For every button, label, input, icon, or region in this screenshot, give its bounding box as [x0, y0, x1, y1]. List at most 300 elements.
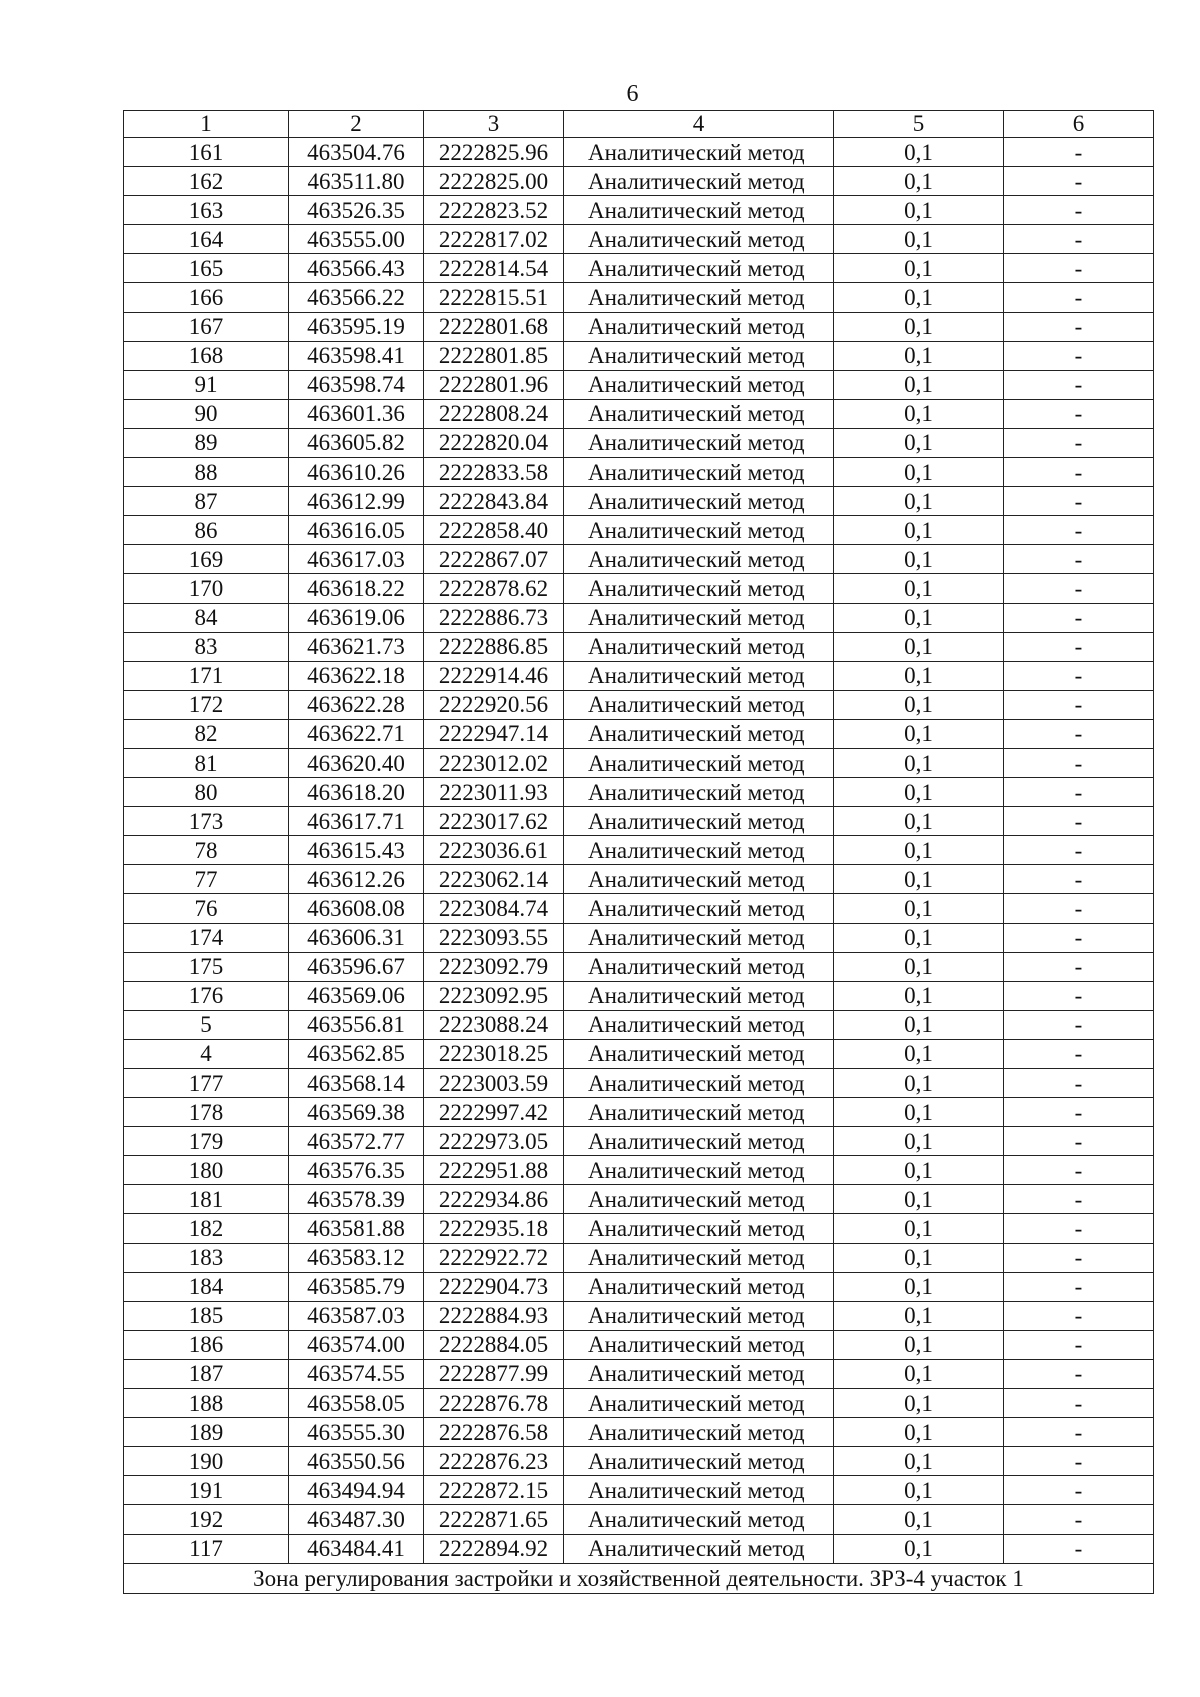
accuracy-cell: 0,1 — [834, 458, 1004, 487]
description-cell: - — [1004, 603, 1154, 632]
x-coordinate-cell: 463618.20 — [289, 778, 424, 807]
point-number-cell: 183 — [124, 1243, 289, 1272]
point-number-cell: 89 — [124, 428, 289, 457]
point-number-cell: 88 — [124, 458, 289, 487]
method-cell: Аналитический метод — [564, 1243, 834, 1272]
description-cell: - — [1004, 807, 1154, 836]
y-coordinate-cell: 2222872.15 — [424, 1476, 564, 1505]
table-row — [124, 778, 1154, 807]
point-number-cell: 170 — [124, 574, 289, 603]
point-number-cell: 176 — [124, 981, 289, 1010]
description-cell: - — [1004, 167, 1154, 196]
method-cell: Аналитический метод — [564, 1301, 834, 1330]
y-coordinate-cell: 2222820.04 — [424, 428, 564, 457]
method-cell: Аналитический метод — [564, 1185, 834, 1214]
accuracy-cell: 0,1 — [834, 1243, 1004, 1272]
description-cell: - — [1004, 1098, 1154, 1127]
table-row — [124, 1127, 1154, 1156]
accuracy-cell: 0,1 — [834, 923, 1004, 952]
x-coordinate-cell: 463526.35 — [289, 196, 424, 225]
table-row — [124, 1359, 1154, 1388]
method-cell: Аналитический метод — [564, 1156, 834, 1185]
x-coordinate-cell: 463556.81 — [289, 1010, 424, 1039]
table-row — [124, 1098, 1154, 1127]
table-row — [124, 894, 1154, 923]
x-coordinate-cell: 463576.35 — [289, 1156, 424, 1185]
table-row — [124, 458, 1154, 487]
point-number-cell: 167 — [124, 312, 289, 341]
description-cell: - — [1004, 690, 1154, 719]
accuracy-cell: 0,1 — [834, 399, 1004, 428]
accuracy-cell: 0,1 — [834, 778, 1004, 807]
point-number-cell: 87 — [124, 487, 289, 516]
table-row — [124, 1301, 1154, 1330]
point-number-cell: 80 — [124, 778, 289, 807]
header-cell-point-number: 1 — [124, 111, 289, 138]
y-coordinate-cell: 2222825.00 — [424, 167, 564, 196]
method-cell: Аналитический метод — [564, 545, 834, 574]
accuracy-cell: 0,1 — [834, 1301, 1004, 1330]
table-row — [124, 312, 1154, 341]
y-coordinate-cell: 2222833.58 — [424, 458, 564, 487]
x-coordinate-cell: 463616.05 — [289, 516, 424, 545]
y-coordinate-cell: 2223003.59 — [424, 1069, 564, 1098]
header-cell-accuracy: 5 — [834, 111, 1004, 138]
x-coordinate-cell: 463494.94 — [289, 1476, 424, 1505]
description-cell: - — [1004, 1156, 1154, 1185]
table-body — [124, 111, 1154, 1594]
y-coordinate-cell: 2222951.88 — [424, 1156, 564, 1185]
method-cell: Аналитический метод — [564, 487, 834, 516]
table-row — [124, 836, 1154, 865]
point-number-cell: 77 — [124, 865, 289, 894]
x-coordinate-cell: 463622.71 — [289, 719, 424, 748]
x-coordinate-cell: 463587.03 — [289, 1301, 424, 1330]
y-coordinate-cell: 2222894.92 — [424, 1534, 564, 1563]
method-cell: Аналитический метод — [564, 1039, 834, 1068]
description-cell: - — [1004, 748, 1154, 777]
table-row — [124, 254, 1154, 283]
y-coordinate-cell: 2223012.02 — [424, 748, 564, 777]
method-cell: Аналитический метод — [564, 1447, 834, 1476]
y-coordinate-cell: 2222973.05 — [424, 1127, 564, 1156]
accuracy-cell: 0,1 — [834, 254, 1004, 283]
point-number-cell: 162 — [124, 167, 289, 196]
description-cell: - — [1004, 1359, 1154, 1388]
point-number-cell: 171 — [124, 661, 289, 690]
header-cell-y-coordinate: 3 — [424, 111, 564, 138]
y-coordinate-cell: 2222935.18 — [424, 1214, 564, 1243]
x-coordinate-cell: 463583.12 — [289, 1243, 424, 1272]
y-coordinate-cell: 2222886.85 — [424, 632, 564, 661]
point-number-cell: 178 — [124, 1098, 289, 1127]
method-cell: Аналитический метод — [564, 1330, 834, 1359]
accuracy-cell: 0,1 — [834, 1447, 1004, 1476]
accuracy-cell: 0,1 — [834, 748, 1004, 777]
x-coordinate-cell: 463620.40 — [289, 748, 424, 777]
accuracy-cell: 0,1 — [834, 807, 1004, 836]
method-cell: Аналитический метод — [564, 341, 834, 370]
method-cell: Аналитический метод — [564, 1098, 834, 1127]
point-number-cell: 4 — [124, 1039, 289, 1068]
table-row — [124, 1330, 1154, 1359]
y-coordinate-cell: 2222871.65 — [424, 1505, 564, 1534]
x-coordinate-cell: 463511.80 — [289, 167, 424, 196]
accuracy-cell: 0,1 — [834, 1010, 1004, 1039]
point-number-cell: 185 — [124, 1301, 289, 1330]
point-number-cell: 177 — [124, 1069, 289, 1098]
method-cell: Аналитический метод — [564, 370, 834, 399]
y-coordinate-cell: 2222934.86 — [424, 1185, 564, 1214]
accuracy-cell: 0,1 — [834, 1505, 1004, 1534]
x-coordinate-cell: 463555.30 — [289, 1418, 424, 1447]
description-cell: - — [1004, 1505, 1154, 1534]
header-cell-description: 6 — [1004, 111, 1154, 138]
x-coordinate-cell: 463612.99 — [289, 487, 424, 516]
description-cell: - — [1004, 981, 1154, 1010]
x-coordinate-cell: 463572.77 — [289, 1127, 424, 1156]
y-coordinate-cell: 2222878.62 — [424, 574, 564, 603]
accuracy-cell: 0,1 — [834, 1127, 1004, 1156]
method-cell: Аналитический метод — [564, 167, 834, 196]
accuracy-cell: 0,1 — [834, 719, 1004, 748]
point-number-cell: 81 — [124, 748, 289, 777]
method-cell: Аналитический метод — [564, 312, 834, 341]
method-cell: Аналитический метод — [564, 1069, 834, 1098]
table-row — [124, 225, 1154, 254]
accuracy-cell: 0,1 — [834, 981, 1004, 1010]
table-header-row — [124, 111, 1154, 138]
x-coordinate-cell: 463585.79 — [289, 1272, 424, 1301]
description-cell: - — [1004, 1476, 1154, 1505]
accuracy-cell: 0,1 — [834, 894, 1004, 923]
y-coordinate-cell: 2222858.40 — [424, 516, 564, 545]
method-cell: Аналитический метод — [564, 1214, 834, 1243]
y-coordinate-cell: 2222914.46 — [424, 661, 564, 690]
accuracy-cell: 0,1 — [834, 341, 1004, 370]
description-cell: - — [1004, 1185, 1154, 1214]
table-row — [124, 574, 1154, 603]
coordinates-table — [123, 110, 1154, 1594]
description-cell: - — [1004, 778, 1154, 807]
y-coordinate-cell: 2222867.07 — [424, 545, 564, 574]
header-cell-x-coordinate: 2 — [289, 111, 424, 138]
y-coordinate-cell: 2222920.56 — [424, 690, 564, 719]
y-coordinate-cell: 2223018.25 — [424, 1039, 564, 1068]
method-cell: Аналитический метод — [564, 399, 834, 428]
x-coordinate-cell: 463581.88 — [289, 1214, 424, 1243]
accuracy-cell: 0,1 — [834, 1476, 1004, 1505]
description-cell: - — [1004, 428, 1154, 457]
method-cell: Аналитический метод — [564, 1418, 834, 1447]
method-cell: Аналитический метод — [564, 458, 834, 487]
x-coordinate-cell: 463568.14 — [289, 1069, 424, 1098]
accuracy-cell: 0,1 — [834, 196, 1004, 225]
point-number-cell: 169 — [124, 545, 289, 574]
y-coordinate-cell: 2223092.95 — [424, 981, 564, 1010]
y-coordinate-cell: 2222814.54 — [424, 254, 564, 283]
description-cell: - — [1004, 458, 1154, 487]
point-number-cell: 188 — [124, 1389, 289, 1418]
y-coordinate-cell: 2222876.23 — [424, 1447, 564, 1476]
x-coordinate-cell: 463598.41 — [289, 341, 424, 370]
x-coordinate-cell: 463578.39 — [289, 1185, 424, 1214]
accuracy-cell: 0,1 — [834, 225, 1004, 254]
x-coordinate-cell: 463550.56 — [289, 1447, 424, 1476]
table-row — [124, 487, 1154, 516]
method-cell: Аналитический метод — [564, 952, 834, 981]
x-coordinate-cell: 463617.71 — [289, 807, 424, 836]
description-cell: - — [1004, 836, 1154, 865]
point-number-cell: 182 — [124, 1214, 289, 1243]
x-coordinate-cell: 463484.41 — [289, 1534, 424, 1563]
y-coordinate-cell: 2223084.74 — [424, 894, 564, 923]
y-coordinate-cell: 2222801.85 — [424, 341, 564, 370]
y-coordinate-cell: 2223017.62 — [424, 807, 564, 836]
point-number-cell: 174 — [124, 923, 289, 952]
table-row — [124, 952, 1154, 981]
method-cell: Аналитический метод — [564, 283, 834, 312]
y-coordinate-cell: 2222886.73 — [424, 603, 564, 632]
description-cell: - — [1004, 312, 1154, 341]
method-cell: Аналитический метод — [564, 748, 834, 777]
table-row — [124, 1069, 1154, 1098]
accuracy-cell: 0,1 — [834, 661, 1004, 690]
method-cell: Аналитический метод — [564, 690, 834, 719]
x-coordinate-cell: 463504.76 — [289, 138, 424, 167]
y-coordinate-cell: 2222884.05 — [424, 1330, 564, 1359]
description-cell: - — [1004, 923, 1154, 952]
point-number-cell: 180 — [124, 1156, 289, 1185]
accuracy-cell: 0,1 — [834, 574, 1004, 603]
method-cell: Аналитический метод — [564, 836, 834, 865]
accuracy-cell: 0,1 — [834, 138, 1004, 167]
point-number-cell: 173 — [124, 807, 289, 836]
y-coordinate-cell: 2222823.52 — [424, 196, 564, 225]
table-row — [124, 981, 1154, 1010]
point-number-cell: 163 — [124, 196, 289, 225]
x-coordinate-cell: 463612.26 — [289, 865, 424, 894]
y-coordinate-cell: 2223011.93 — [424, 778, 564, 807]
method-cell: Аналитический метод — [564, 254, 834, 283]
x-coordinate-cell: 463621.73 — [289, 632, 424, 661]
point-number-cell: 161 — [124, 138, 289, 167]
description-cell: - — [1004, 1447, 1154, 1476]
point-number-cell: 172 — [124, 690, 289, 719]
x-coordinate-cell: 463569.38 — [289, 1098, 424, 1127]
x-coordinate-cell: 463595.19 — [289, 312, 424, 341]
x-coordinate-cell: 463606.31 — [289, 923, 424, 952]
description-cell: - — [1004, 1301, 1154, 1330]
description-cell: - — [1004, 632, 1154, 661]
accuracy-cell: 0,1 — [834, 428, 1004, 457]
y-coordinate-cell: 2222825.96 — [424, 138, 564, 167]
x-coordinate-cell: 463569.06 — [289, 981, 424, 1010]
point-number-cell: 82 — [124, 719, 289, 748]
accuracy-cell: 0,1 — [834, 283, 1004, 312]
table-row — [124, 807, 1154, 836]
table-row — [124, 719, 1154, 748]
accuracy-cell: 0,1 — [834, 487, 1004, 516]
accuracy-cell: 0,1 — [834, 1389, 1004, 1418]
point-number-cell: 165 — [124, 254, 289, 283]
accuracy-cell: 0,1 — [834, 1418, 1004, 1447]
table-row — [124, 661, 1154, 690]
table-row — [124, 1039, 1154, 1068]
y-coordinate-cell: 2222997.42 — [424, 1098, 564, 1127]
table-row — [124, 1418, 1154, 1447]
description-cell: - — [1004, 545, 1154, 574]
description-cell: - — [1004, 574, 1154, 603]
description-cell: - — [1004, 138, 1154, 167]
method-cell: Аналитический метод — [564, 516, 834, 545]
table-row — [124, 748, 1154, 777]
method-cell: Аналитический метод — [564, 1505, 834, 1534]
x-coordinate-cell: 463617.03 — [289, 545, 424, 574]
accuracy-cell: 0,1 — [834, 1069, 1004, 1098]
table-row — [124, 1476, 1154, 1505]
point-number-cell: 191 — [124, 1476, 289, 1505]
method-cell: Аналитический метод — [564, 1476, 834, 1505]
description-cell: - — [1004, 1214, 1154, 1243]
point-number-cell: 192 — [124, 1505, 289, 1534]
method-cell: Аналитический метод — [564, 225, 834, 254]
description-cell: - — [1004, 1010, 1154, 1039]
table-row — [124, 603, 1154, 632]
table-row — [124, 1447, 1154, 1476]
point-number-cell: 164 — [124, 225, 289, 254]
method-cell: Аналитический метод — [564, 865, 834, 894]
accuracy-cell: 0,1 — [834, 1039, 1004, 1068]
method-cell: Аналитический метод — [564, 923, 834, 952]
y-coordinate-cell: 2222817.02 — [424, 225, 564, 254]
accuracy-cell: 0,1 — [834, 632, 1004, 661]
description-cell: - — [1004, 225, 1154, 254]
description-cell: - — [1004, 865, 1154, 894]
description-cell: - — [1004, 283, 1154, 312]
table-row — [124, 1272, 1154, 1301]
method-cell: Аналитический метод — [564, 1127, 834, 1156]
method-cell: Аналитический метод — [564, 603, 834, 632]
table-row — [124, 1156, 1154, 1185]
table-row — [124, 1534, 1154, 1563]
description-cell: - — [1004, 1389, 1154, 1418]
table-row — [124, 399, 1154, 428]
description-cell: - — [1004, 1272, 1154, 1301]
method-cell: Аналитический метод — [564, 1272, 834, 1301]
point-number-cell: 184 — [124, 1272, 289, 1301]
description-cell: - — [1004, 894, 1154, 923]
accuracy-cell: 0,1 — [834, 516, 1004, 545]
point-number-cell: 179 — [124, 1127, 289, 1156]
point-number-cell: 181 — [124, 1185, 289, 1214]
description-cell: - — [1004, 1534, 1154, 1563]
description-cell: - — [1004, 1243, 1154, 1272]
point-number-cell: 76 — [124, 894, 289, 923]
point-number-cell: 186 — [124, 1330, 289, 1359]
point-number-cell: 175 — [124, 952, 289, 981]
x-coordinate-cell: 463574.00 — [289, 1330, 424, 1359]
accuracy-cell: 0,1 — [834, 1330, 1004, 1359]
y-coordinate-cell: 2222801.68 — [424, 312, 564, 341]
y-coordinate-cell: 2222876.58 — [424, 1418, 564, 1447]
x-coordinate-cell: 463487.30 — [289, 1505, 424, 1534]
y-coordinate-cell: 2222843.84 — [424, 487, 564, 516]
description-cell: - — [1004, 516, 1154, 545]
description-cell: - — [1004, 719, 1154, 748]
method-cell: Аналитический метод — [564, 719, 834, 748]
x-coordinate-cell: 463562.85 — [289, 1039, 424, 1068]
point-number-cell: 78 — [124, 836, 289, 865]
method-cell: Аналитический метод — [564, 632, 834, 661]
description-cell: - — [1004, 1069, 1154, 1098]
accuracy-cell: 0,1 — [834, 1156, 1004, 1185]
table-row — [124, 516, 1154, 545]
point-number-cell: 166 — [124, 283, 289, 312]
description-cell: - — [1004, 341, 1154, 370]
x-coordinate-cell: 463566.43 — [289, 254, 424, 283]
table-row — [124, 341, 1154, 370]
table-row — [124, 167, 1154, 196]
point-number-cell: 90 — [124, 399, 289, 428]
x-coordinate-cell: 463601.36 — [289, 399, 424, 428]
accuracy-cell: 0,1 — [834, 1214, 1004, 1243]
table-row — [124, 923, 1154, 952]
y-coordinate-cell: 2222876.78 — [424, 1389, 564, 1418]
y-coordinate-cell: 2222884.93 — [424, 1301, 564, 1330]
y-coordinate-cell: 2222808.24 — [424, 399, 564, 428]
method-cell: Аналитический метод — [564, 981, 834, 1010]
accuracy-cell: 0,1 — [834, 1272, 1004, 1301]
header-cell-method: 4 — [564, 111, 834, 138]
x-coordinate-cell: 463610.26 — [289, 458, 424, 487]
x-coordinate-cell: 463619.06 — [289, 603, 424, 632]
table-row — [124, 545, 1154, 574]
accuracy-cell: 0,1 — [834, 865, 1004, 894]
y-coordinate-cell: 2222801.96 — [424, 370, 564, 399]
method-cell: Аналитический метод — [564, 894, 834, 923]
point-number-cell: 91 — [124, 370, 289, 399]
accuracy-cell: 0,1 — [834, 603, 1004, 632]
method-cell: Аналитический метод — [564, 1534, 834, 1563]
table-row — [124, 138, 1154, 167]
page-number: 6 — [626, 81, 639, 107]
point-number-cell: 83 — [124, 632, 289, 661]
zone-caption-row — [124, 1563, 1154, 1593]
x-coordinate-cell: 463555.00 — [289, 225, 424, 254]
method-cell: Аналитический метод — [564, 574, 834, 603]
x-coordinate-cell: 463618.22 — [289, 574, 424, 603]
accuracy-cell: 0,1 — [834, 370, 1004, 399]
y-coordinate-cell: 2223088.24 — [424, 1010, 564, 1039]
accuracy-cell: 0,1 — [834, 1098, 1004, 1127]
table-row — [124, 196, 1154, 225]
x-coordinate-cell: 463622.18 — [289, 661, 424, 690]
accuracy-cell: 0,1 — [834, 1359, 1004, 1388]
y-coordinate-cell: 2223062.14 — [424, 865, 564, 894]
y-coordinate-cell: 2223036.61 — [424, 836, 564, 865]
accuracy-cell: 0,1 — [834, 690, 1004, 719]
description-cell: - — [1004, 196, 1154, 225]
table-row — [124, 1214, 1154, 1243]
description-cell: - — [1004, 370, 1154, 399]
table-row — [124, 1505, 1154, 1534]
method-cell: Аналитический метод — [564, 661, 834, 690]
description-cell: - — [1004, 399, 1154, 428]
accuracy-cell: 0,1 — [834, 545, 1004, 574]
accuracy-cell: 0,1 — [834, 1534, 1004, 1563]
x-coordinate-cell: 463574.55 — [289, 1359, 424, 1388]
